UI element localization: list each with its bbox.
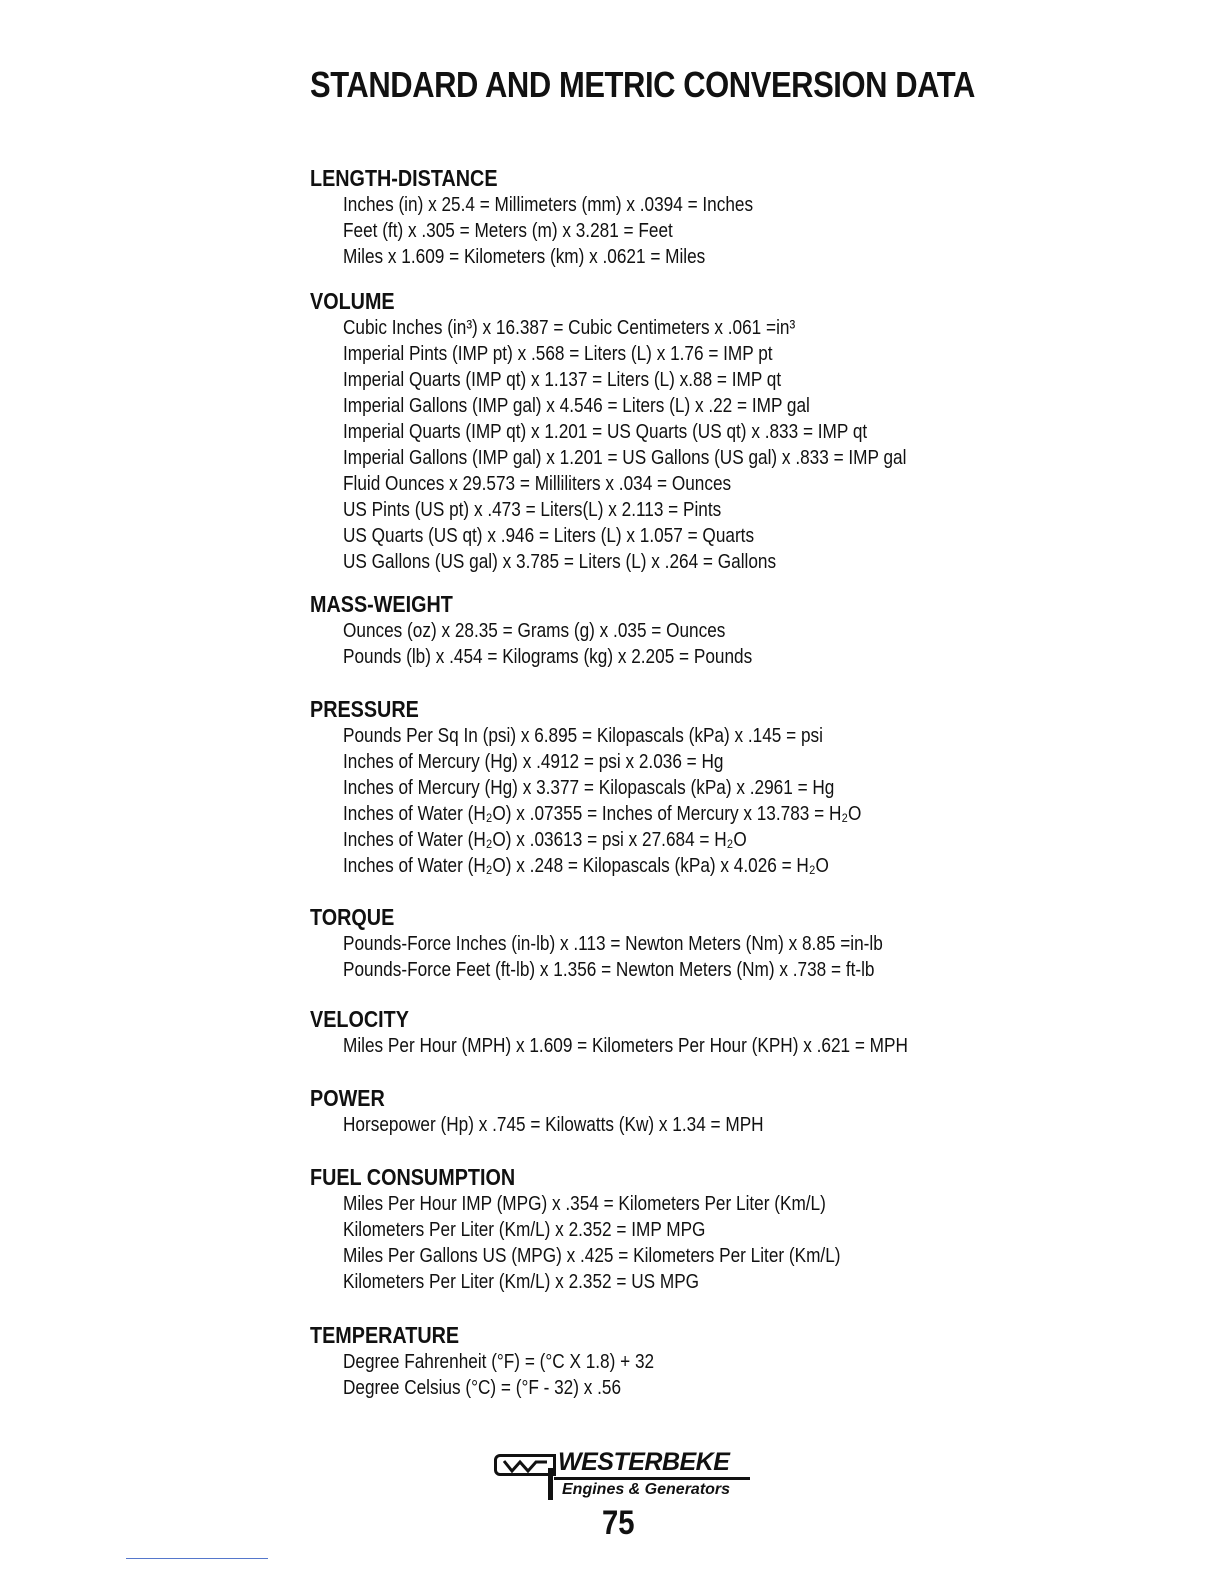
- conversion-line: Pounds-Force Inches (in-lb) x .113 = Newton Meters (Nm) x 8.85 =in-lb: [343, 933, 883, 955]
- logo-stem: [548, 1468, 553, 1500]
- conversion-line: Inches of Water (H₂O) x .248 = Kilopascals (kPa) x 4.026 = H₂O: [343, 855, 829, 877]
- conversion-line: Degree Fahrenheit (°F) = (°C X 1.8) + 32: [343, 1351, 655, 1373]
- section-heading: MASS-WEIGHT: [310, 591, 453, 617]
- conversion-list: [310, 192, 820, 270]
- conversion-list: [310, 1033, 1000, 1059]
- conversion-line: Imperial Quarts (IMP qt) x 1.201 = US Quarts (US qt) x .833 = IMP qt: [343, 421, 868, 443]
- section-heading: TORQUE: [310, 904, 395, 930]
- conversion-line: Cubic Inches (in³) x 16.387 = Cubic Centimeters x .061 =in³: [343, 317, 796, 339]
- logo-name: WESTERBEKE: [558, 1448, 730, 1476]
- conversion-line: Miles x 1.609 = Kilometers (km) x .0621 = Miles: [343, 246, 706, 268]
- westerbeke-logo: [494, 1448, 754, 1504]
- section-volume: [310, 287, 998, 575]
- section-heading: POWER: [310, 1085, 385, 1111]
- section-heading: LENGTH-DISTANCE: [310, 165, 498, 191]
- section-mass-weight: [310, 590, 819, 670]
- westerbeke-w-mark-icon: [494, 1454, 556, 1476]
- conversion-list: [310, 931, 971, 983]
- logo-tagline: Engines & Generators: [562, 1481, 731, 1498]
- section-length-distance: [310, 164, 820, 270]
- section-power: [310, 1084, 832, 1138]
- conversion-line: Inches of Mercury (Hg) x .4912 = psi x 2.036 = Hg: [343, 751, 724, 773]
- conversion-list: [310, 1112, 832, 1138]
- section-temperature: [310, 1321, 705, 1401]
- conversion-line: Miles Per Hour (MPH) x 1.609 = Kilometers Per Hour (KPH) x .621 = MPH: [343, 1035, 908, 1057]
- section-pressure: [310, 695, 946, 879]
- section-velocity: [310, 1005, 1000, 1059]
- conversion-line: Inches of Water (H₂O) x .03613 = psi x 27.684 = H₂O: [343, 829, 747, 851]
- conversion-line: Pounds Per Sq In (psi) x 6.895 = Kilopascals (kPa) x .145 = psi: [343, 725, 823, 747]
- section-heading: FUEL CONSUMPTION: [310, 1164, 516, 1190]
- conversion-line: Miles Per Gallons US (MPG) x .425 = Kilometers Per Liter (Km/L): [343, 1245, 841, 1267]
- conversion-line: US Gallons (US gal) x 3.785 = Liters (L) x .264 = Gallons: [343, 551, 777, 573]
- conversion-line: Kilometers Per Liter (Km/L) x 2.352 = US MPG: [343, 1271, 700, 1293]
- conversion-line: Inches of Mercury (Hg) x 3.377 = Kilopascals (kPa) x .2961 = Hg: [343, 777, 835, 799]
- page-title: STANDARD AND METRIC CONVERSION DATA: [310, 64, 975, 105]
- conversion-line: Imperial Gallons (IMP gal) x 1.201 = US Gallons (US gal) x .833 = IMP gal: [343, 447, 907, 469]
- conversion-line: Kilometers Per Liter (Km/L) x 2.352 = IMP MPG: [343, 1219, 706, 1241]
- section-heading: TEMPERATURE: [310, 1322, 460, 1348]
- conversion-line: Imperial Gallons (IMP gal) x 4.546 = Liters (L) x .22 = IMP gal: [343, 395, 810, 417]
- section-torque: [310, 903, 971, 983]
- conversion-line: Inches of Water (H₂O) x .07355 = Inches of Mercury x 13.783 = H₂O: [343, 803, 862, 825]
- section-heading: VOLUME: [310, 288, 395, 314]
- conversion-list: [310, 1349, 705, 1401]
- conversion-line: Imperial Quarts (IMP qt) x 1.137 = Liters (L) x.88 = IMP qt: [343, 369, 782, 391]
- conversion-line: Inches (in) x 25.4 = Millimeters (mm) x .0394 = Inches: [343, 194, 754, 216]
- logo-rule: [554, 1477, 750, 1480]
- section-heading: VELOCITY: [310, 1006, 409, 1032]
- conversion-list: [310, 1191, 922, 1295]
- conversion-line: Horsepower (Hp) x .745 = Kilowatts (Kw) x 1.34 = MPH: [343, 1114, 764, 1136]
- conversion-line: Ounces (oz) x 28.35 = Grams (g) x .035 = Ounces: [343, 620, 726, 642]
- conversion-line: Pounds (lb) x .454 = Kilograms (kg) x 2.205 = Pounds: [343, 646, 753, 668]
- conversion-line: Fluid Ounces x 29.573 = Milliliters x .034 = Ounces: [343, 473, 732, 495]
- conversion-line: Miles Per Hour IMP (MPG) x .354 = Kilometers Per Liter (Km/L): [343, 1193, 826, 1215]
- conversion-list: [310, 618, 819, 670]
- conversion-line: Pounds-Force Feet (ft-lb) x 1.356 = Newton Meters (Nm) x .738 = ft-lb: [343, 959, 875, 981]
- conversion-line: Degree Celsius (°C) = (°F - 32) x .56: [343, 1377, 622, 1399]
- conversion-line: Feet (ft) x .305 = Meters (m) x 3.281 = Feet: [343, 220, 673, 242]
- conversion-line: US Pints (US pt) x .473 = Liters(L) x 2.113 = Pints: [343, 499, 722, 521]
- section-fuel-consumption: [310, 1163, 922, 1295]
- conversion-line: Imperial Pints (IMP pt) x .568 = Liters (L) x 1.76 = IMP pt: [343, 343, 773, 365]
- page-number: 75: [602, 1504, 635, 1542]
- section-heading: PRESSURE: [310, 696, 419, 722]
- conversion-list: [310, 723, 946, 879]
- conversion-line: US Quarts (US qt) x .946 = Liters (L) x 1.057 = Quarts: [343, 525, 755, 547]
- edge-rule: [126, 1558, 268, 1559]
- conversion-list: [310, 315, 998, 575]
